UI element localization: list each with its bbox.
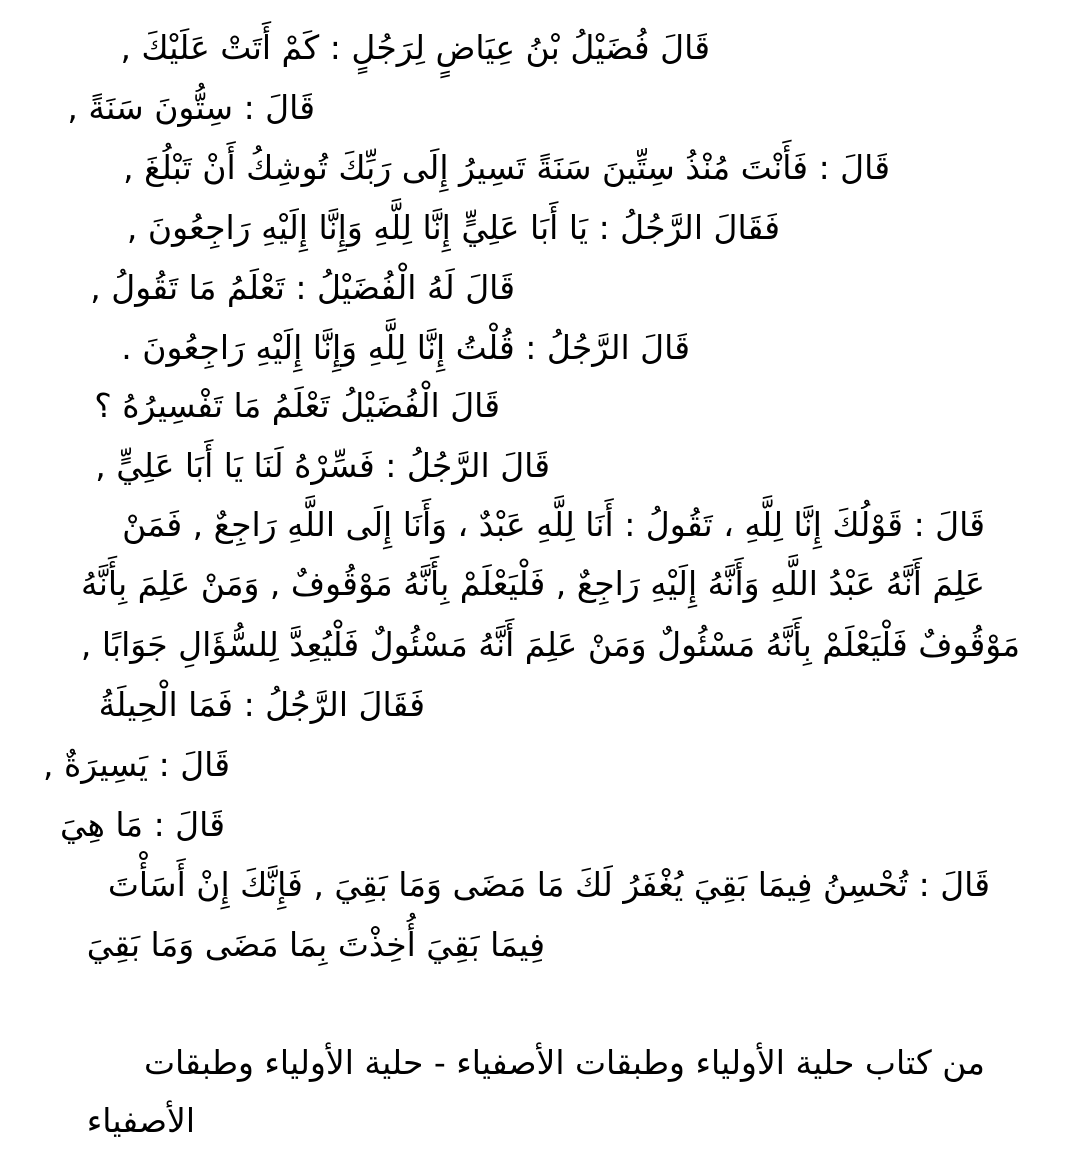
text-line-8: قَالَ الرَّجُلُ : فَسِّرْهُ لَنَا يَا أَبَا عَلِيٍّ , [95,446,550,485]
text-line-2: قَالَ : سِتُّونَ سَنَةً , [67,88,315,127]
source-citation-line-2: الأصفياء [86,1101,195,1140]
text-line-15: قَالَ : تُحْسِنُ فِيمَا بَقِيَ يُغْفَرُ لَكَ مَا مَضَى وَمَا بَقِيَ , فَإِنَّكَ إِنْ أَسَأْتَ [107,865,990,904]
text-line-16: فِيمَا بَقِيَ أُخِذْتَ بِمَا مَضَى وَمَا بَقِيَ [86,925,545,964]
text-line-14: قَالَ : مَا هِيَ [59,805,225,844]
text-line-5: قَالَ لَهُ الْفُضَيْلُ : تَعْلَمُ مَا تَقُولُ , [90,268,515,307]
text-line-4: فَقَالَ الرَّجُلُ : يَا أَبَا عَلِيٍّ إِنَّا لِلَّهِ وَإِنَّا إِلَيْهِ رَاجِعُونَ , [126,208,780,247]
text-line-1: قَالَ فُضَيْلُ بْنُ عِيَاضٍ لِرَجُلٍ : كَمْ أَتَتْ عَلَيْكَ , [120,28,710,67]
text-line-10: عَلِمَ أَنَّهُ عَبْدُ اللَّهِ وَأَنَّهُ إِلَيْهِ رَاجِعٌ , فَلْيَعْلَمْ بِأَنَّهُ مَوْقُوفٌ , وَمَنْ عَلِمَ بِأَنَّهُ [81,564,985,603]
text-line-3: قَالَ : فَأَنْتَ مُنْذُ سِتِّينَ سَنَةً تَسِيرُ إِلَى رَبِّكَ تُوشِكُ أَنْ تَبْلُغَ , [123,148,890,187]
text-line-9: قَالَ : قَوْلُكَ إِنَّا لِلَّهِ ، تَقُولُ : أَنَا لِلَّهِ عَبْدٌ ، وَأَنَا إِلَى اللَّهِ رَاجِعٌ , فَمَنْ [122,505,985,544]
text-line-11: مَوْقُوفٌ فَلْيَعْلَمْ بِأَنَّهُ مَسْئُولٌ وَمَنْ عَلِمَ أَنَّهُ مَسْئُولٌ فَلْيُعِدَّ لِلسُّؤَالِ جَوَابًا , [80,625,1020,664]
text-line-6: قَالَ الرَّجُلُ : قُلْتُ إِنَّا لِلَّهِ وَإِنَّا إِلَيْهِ رَاجِعُونَ . [121,328,690,367]
text-line-12: فَقَالَ الرَّجُلُ : فَمَا الْحِيلَةُ [98,685,425,724]
text-line-13: قَالَ : يَسِيرَةٌ , [43,745,230,784]
text-line-7: قَالَ الْفُضَيْلُ تَعْلَمُ مَا تَفْسِيرُهُ ؟ [94,386,500,425]
source-citation-line-1: من كتاب حلية الأولياء وطبقات الأصفياء - حلية الأولياء وطبقات [143,1043,985,1082]
